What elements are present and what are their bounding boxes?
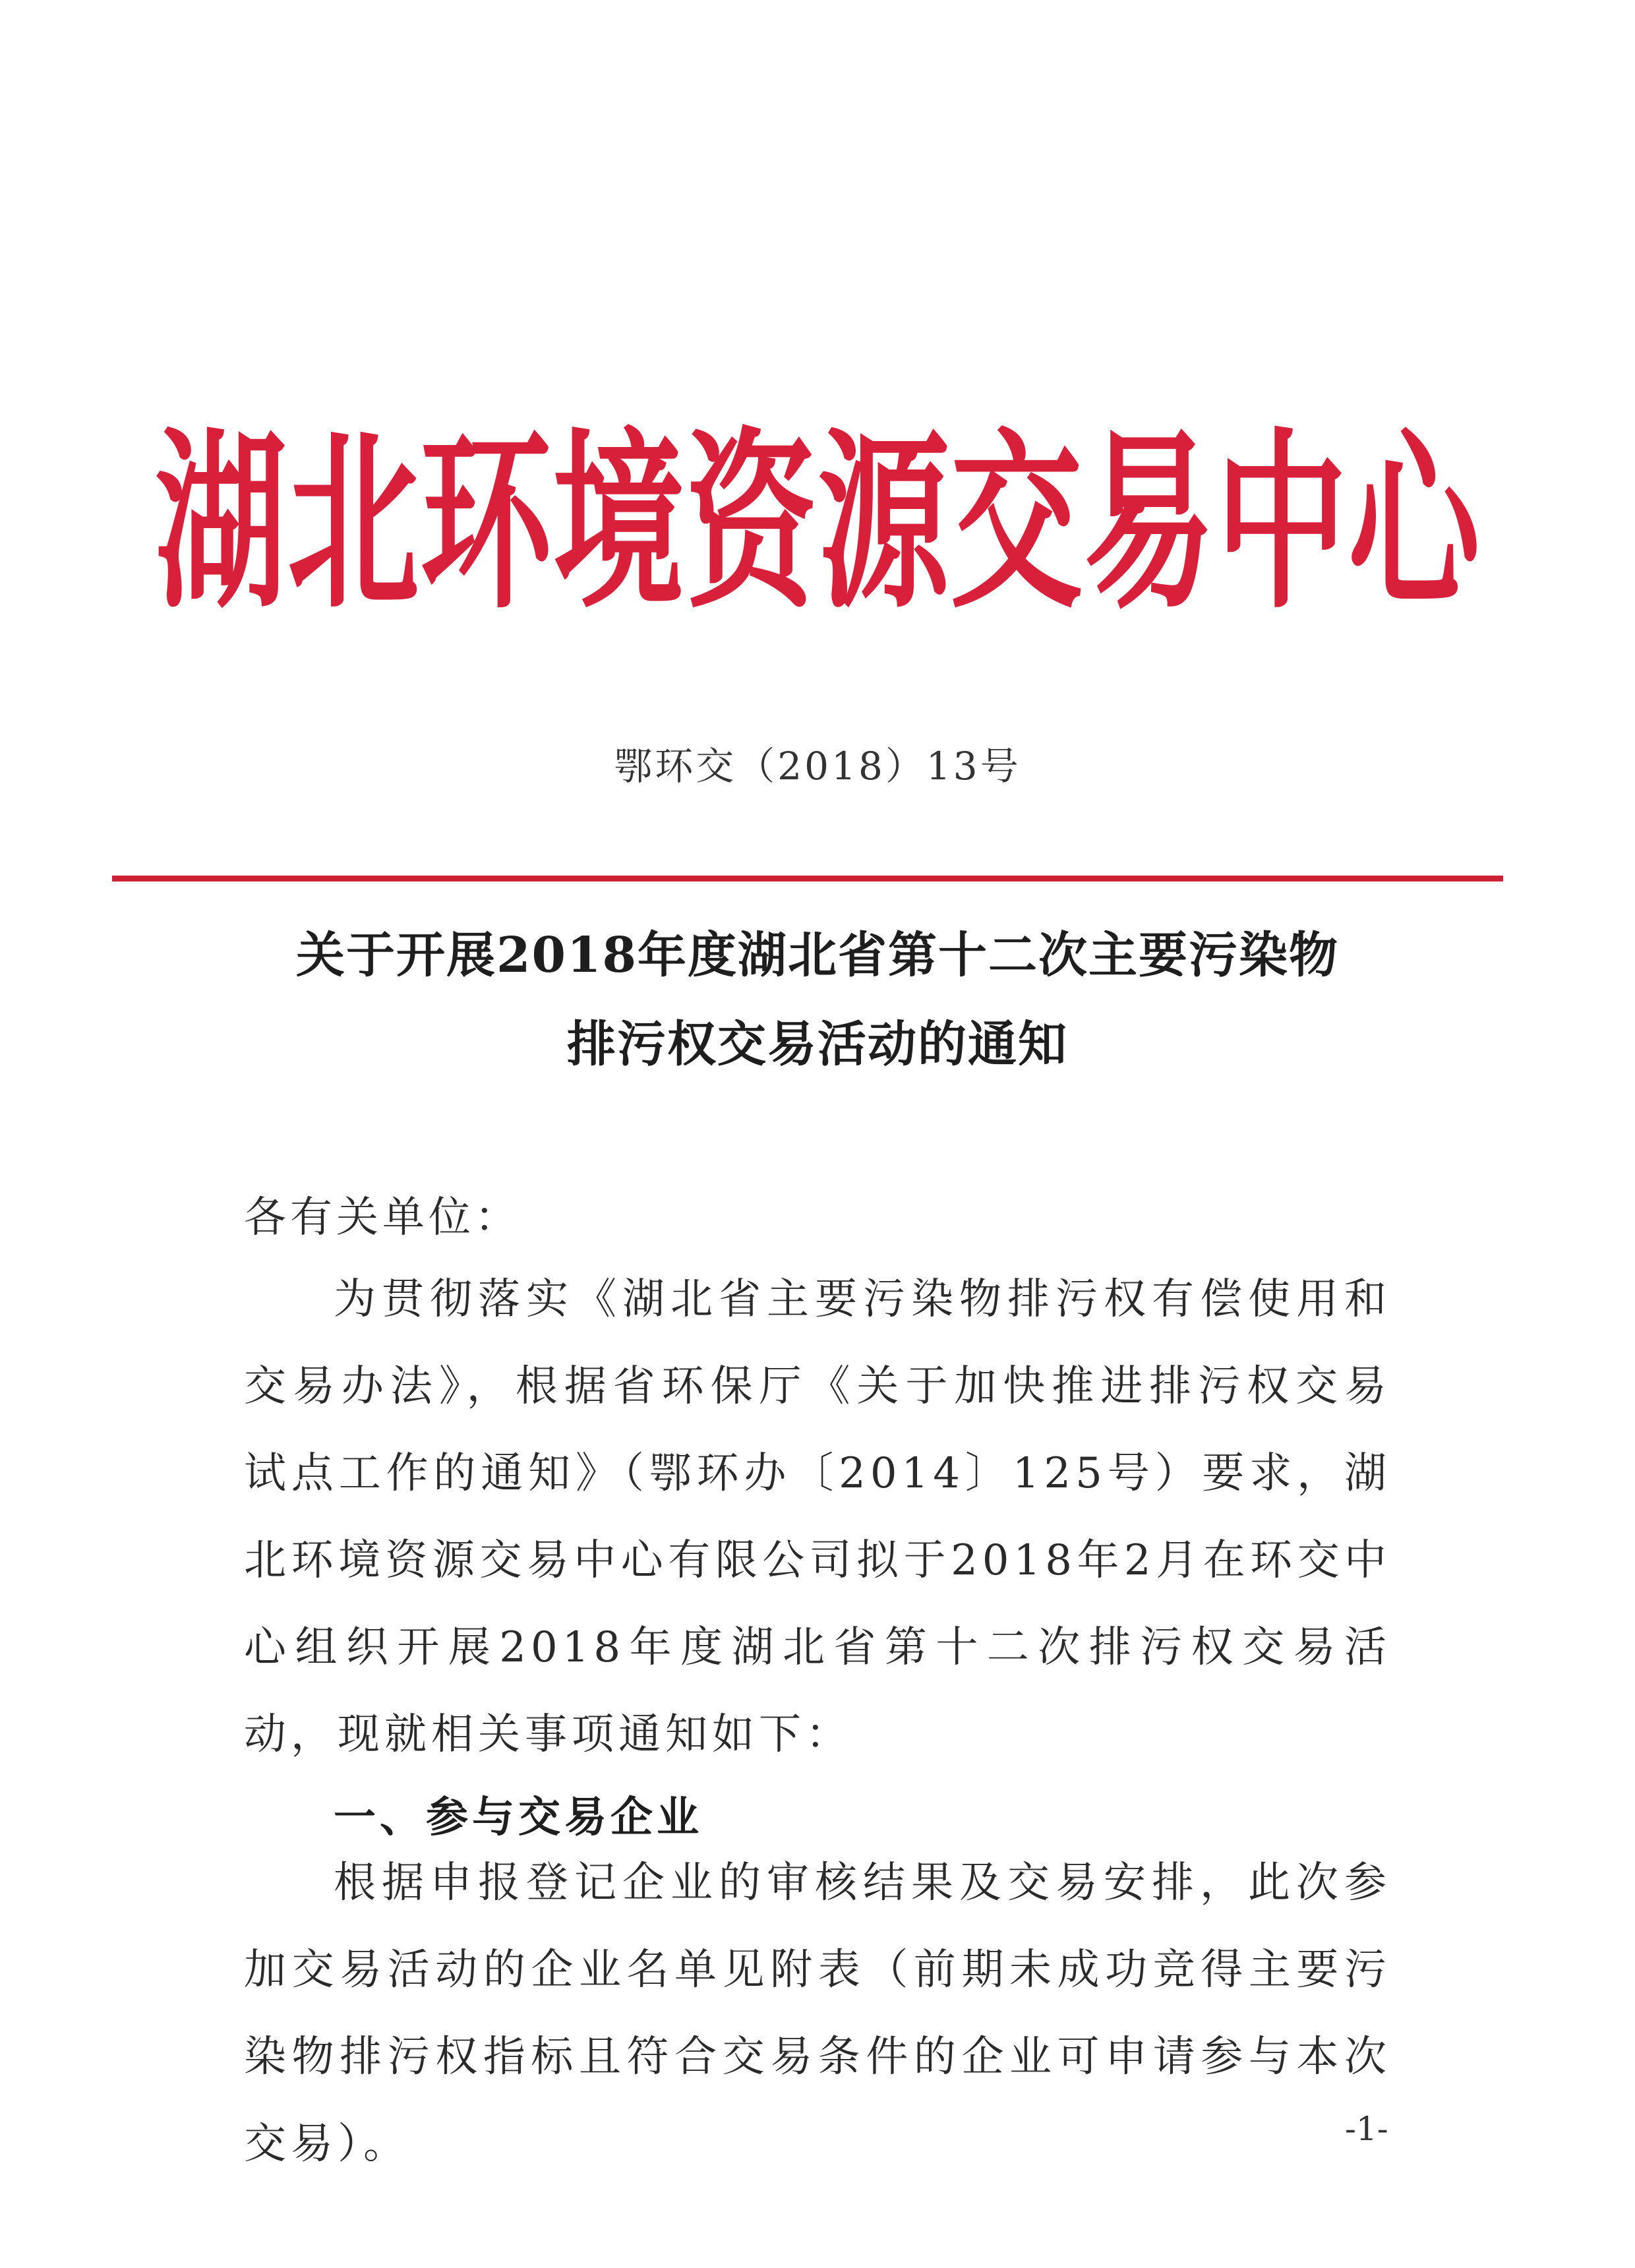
body-paragraph-intro: 为贯彻落实《湖北省主要污染物排污权有偿使用和交易办法》，根据省环保厅《关于加快推进排污权交易试点工作的通知》（鄂环办〔2014〕125号）要求，湖北环境资源交易中心有限公司拟于2018年2月在环交中心组织开展2018年度湖北省第十二次排污权交易活动，现就相关事项通知如下： — [244, 1275, 1391, 1759]
section-heading-participants: 一、参与交易企业 — [334, 1793, 703, 1842]
salutation: 各有关单位： — [244, 1193, 521, 1242]
page-number: -1- — [1345, 2110, 1388, 2148]
masthead-char: 资 — [685, 412, 818, 636]
masthead-char: 中 — [1215, 412, 1348, 636]
red-divider-line — [112, 876, 1503, 881]
masthead-char: 境 — [552, 412, 685, 636]
masthead-char: 源 — [818, 412, 950, 636]
document-number: 鄂环交（2018）13号 — [614, 744, 1021, 789]
masthead-char: 环 — [420, 412, 552, 636]
masthead-title — [155, 412, 1480, 636]
masthead-char: 易 — [1083, 412, 1215, 636]
masthead-char: 湖 — [155, 412, 287, 636]
masthead-char: 北 — [287, 412, 420, 636]
notice-title-line-1: 关于开展2018年度湖北省第十二次主要污染物 — [296, 927, 1339, 984]
masthead-char: 交 — [950, 412, 1083, 636]
notice-title-line-2: 排污权交易活动的通知 — [567, 1016, 1068, 1073]
masthead-char: 心 — [1348, 412, 1480, 636]
body-paragraph-participants: 根据申报登记企业的审核结果及交易安排，此次参加交易活动的企业名单见附表（前期未成功竞得主要污染物排污权指标且符合交易条件的企业可申请参与本次交易）。 — [244, 1859, 1391, 2168]
